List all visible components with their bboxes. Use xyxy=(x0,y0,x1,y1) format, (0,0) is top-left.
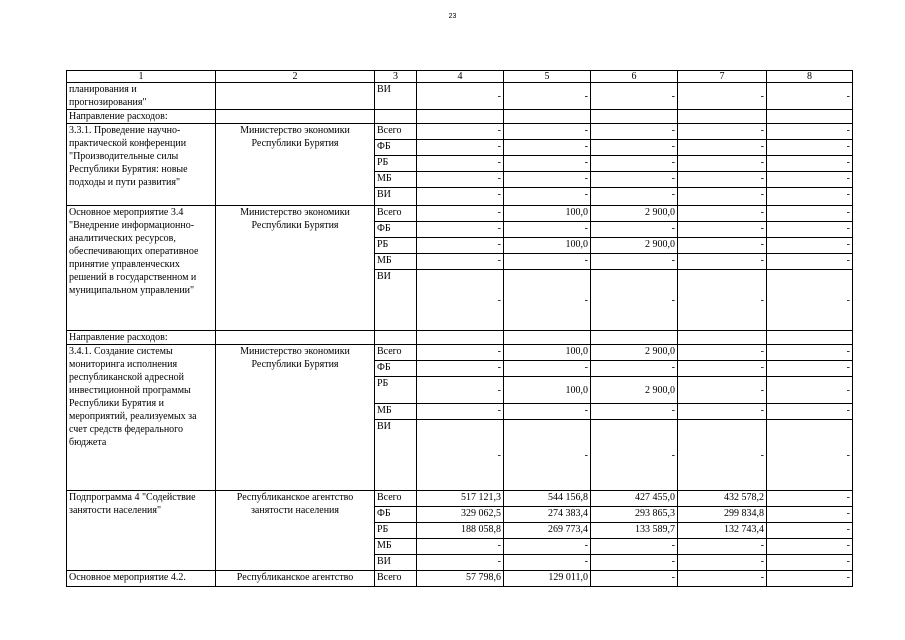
amount-cell: - xyxy=(417,270,504,331)
amount-cell: - xyxy=(504,222,591,238)
funding-source: РБ xyxy=(375,377,417,404)
amount-cell: - xyxy=(417,377,504,404)
amount-cell: - xyxy=(417,539,504,555)
funding-source: ВИ xyxy=(375,83,417,110)
amount-cell: 427 455,0 xyxy=(591,491,678,507)
amount-cell: - xyxy=(591,571,678,587)
amount-cell: - xyxy=(767,254,853,270)
amount-cell: - xyxy=(678,156,767,172)
amount-cell: - xyxy=(767,188,853,206)
amount-cell: - xyxy=(417,140,504,156)
column-header: 1 xyxy=(67,71,216,83)
amount-cell: - xyxy=(678,254,767,270)
amount-cell: - xyxy=(678,404,767,420)
funding-source: РБ xyxy=(375,523,417,539)
amount-cell: - xyxy=(417,420,504,491)
funding-source: Всего xyxy=(375,571,417,587)
amount-cell: - xyxy=(678,124,767,140)
amount-cell: - xyxy=(767,124,853,140)
measure-name: 3.3.1. Проведение научно-практической конференции "Производительные силы Республики Бурятия: новые подходы и пути развития" xyxy=(67,124,216,206)
amount-cell: - xyxy=(767,507,853,523)
measure-name: Подпрограмма 4 "Содействие занятости населения" xyxy=(67,491,216,571)
amount-cell: - xyxy=(767,361,853,377)
amount-cell: 2 900,0 xyxy=(591,377,678,404)
header-row xyxy=(67,71,853,83)
column-header: 4 xyxy=(417,71,504,83)
amount-cell: 2 900,0 xyxy=(591,238,678,254)
amount-cell: - xyxy=(417,206,504,222)
funding-source: МБ xyxy=(375,539,417,555)
funding-source: МБ xyxy=(375,172,417,188)
amount-cell: - xyxy=(767,539,853,555)
amount-cell: - xyxy=(591,361,678,377)
amount-cell: 432 578,2 xyxy=(678,491,767,507)
section-heading: Направление расходов: xyxy=(67,331,216,345)
amount-cell: - xyxy=(504,539,591,555)
section-heading: Направление расходов: xyxy=(67,110,216,124)
empty-cell xyxy=(767,110,853,124)
empty-cell xyxy=(504,110,591,124)
funding-source: Всего xyxy=(375,124,417,140)
funding-source: ФБ xyxy=(375,507,417,523)
responsible-organization xyxy=(216,83,375,110)
amount-cell: 299 834,8 xyxy=(678,507,767,523)
funding-source: ВИ xyxy=(375,420,417,491)
amount-cell: - xyxy=(767,571,853,587)
amount-cell: - xyxy=(417,238,504,254)
amount-cell: - xyxy=(678,345,767,361)
empty-cell xyxy=(591,331,678,345)
funding-source: Всего xyxy=(375,345,417,361)
column-header: 2 xyxy=(216,71,375,83)
amount-cell: - xyxy=(767,140,853,156)
amount-cell: - xyxy=(417,124,504,140)
responsible-organization: Министерство экономики Республики Бурятия xyxy=(216,345,375,491)
amount-cell: - xyxy=(591,539,678,555)
amount-cell: - xyxy=(767,420,853,491)
column-header: 3 xyxy=(375,71,417,83)
funding-source: ВИ xyxy=(375,555,417,571)
amount-cell: 129 011,0 xyxy=(504,571,591,587)
amount-cell: - xyxy=(504,172,591,188)
amount-cell: - xyxy=(504,140,591,156)
amount-cell: 57 798,6 xyxy=(417,571,504,587)
amount-cell: - xyxy=(767,222,853,238)
empty-cell xyxy=(375,331,417,345)
budget-table xyxy=(66,70,853,587)
funding-source: ФБ xyxy=(375,361,417,377)
amount-cell: 100,0 xyxy=(504,206,591,222)
amount-cell: - xyxy=(591,270,678,331)
amount-cell: 2 900,0 xyxy=(591,345,678,361)
amount-cell: - xyxy=(417,254,504,270)
amount-cell: - xyxy=(678,377,767,404)
amount-cell: - xyxy=(591,83,678,110)
amount-cell: - xyxy=(767,491,853,507)
responsible-organization: Министерство экономики Республики Бурятия xyxy=(216,124,375,206)
amount-cell: 132 743,4 xyxy=(678,523,767,539)
amount-cell: - xyxy=(417,188,504,206)
amount-cell: - xyxy=(678,555,767,571)
empty-cell xyxy=(678,331,767,345)
amount-cell: 329 062,5 xyxy=(417,507,504,523)
amount-cell: 188 058,8 xyxy=(417,523,504,539)
funding-source: РБ xyxy=(375,156,417,172)
amount-cell: - xyxy=(767,404,853,420)
amount-cell: - xyxy=(504,124,591,140)
empty-cell xyxy=(417,110,504,124)
funding-source: ВИ xyxy=(375,188,417,206)
amount-cell: - xyxy=(591,404,678,420)
amount-cell: - xyxy=(678,571,767,587)
amount-cell: - xyxy=(678,238,767,254)
amount-cell: - xyxy=(591,156,678,172)
column-header: 7 xyxy=(678,71,767,83)
empty-cell xyxy=(417,331,504,345)
amount-cell: - xyxy=(591,124,678,140)
amount-cell: 269 773,4 xyxy=(504,523,591,539)
amount-cell: - xyxy=(767,377,853,404)
funding-source: ФБ xyxy=(375,140,417,156)
funding-source: МБ xyxy=(375,254,417,270)
table-row xyxy=(67,124,853,140)
empty-cell xyxy=(216,331,375,345)
empty-cell xyxy=(504,331,591,345)
amount-cell: - xyxy=(767,523,853,539)
column-header: 8 xyxy=(767,71,853,83)
responsible-organization: Республиканское агентство занятости населения xyxy=(216,491,375,571)
amount-cell: 517 121,3 xyxy=(417,491,504,507)
table-row xyxy=(67,206,853,222)
amount-cell: - xyxy=(767,270,853,331)
funding-source: ФБ xyxy=(375,222,417,238)
amount-cell: - xyxy=(678,188,767,206)
funding-source: Всего xyxy=(375,206,417,222)
amount-cell: - xyxy=(417,83,504,110)
funding-source: ВИ xyxy=(375,270,417,331)
amount-cell: - xyxy=(591,172,678,188)
empty-cell xyxy=(767,331,853,345)
funding-source: Всего xyxy=(375,491,417,507)
amount-cell: - xyxy=(678,172,767,188)
responsible-organization: Республиканское агентство xyxy=(216,571,375,587)
amount-cell: - xyxy=(767,206,853,222)
measure-name: планирования и прогнозирования" xyxy=(67,83,216,110)
amount-cell: - xyxy=(678,140,767,156)
amount-cell: - xyxy=(504,188,591,206)
table-row xyxy=(67,571,853,587)
section-heading-row xyxy=(67,110,853,124)
amount-cell: - xyxy=(504,361,591,377)
amount-cell: - xyxy=(678,206,767,222)
measure-name: 3.4.1. Создание системы мониторинга исполнения республиканской адресной инвестиционной программы Республики Бурятия и мероприятий, реализуемых за счет средств федерального бюджета xyxy=(67,345,216,491)
table-row xyxy=(67,345,853,361)
amount-cell: - xyxy=(767,172,853,188)
amount-cell: - xyxy=(767,83,853,110)
table-row xyxy=(67,491,853,507)
table-row xyxy=(67,83,853,110)
column-header: 6 xyxy=(591,71,678,83)
funding-source: РБ xyxy=(375,238,417,254)
amount-cell: - xyxy=(591,140,678,156)
amount-cell: - xyxy=(504,270,591,331)
amount-cell: - xyxy=(678,270,767,331)
empty-cell xyxy=(678,110,767,124)
amount-cell: 100,0 xyxy=(504,345,591,361)
amount-cell: - xyxy=(504,83,591,110)
page-number: 23 xyxy=(448,13,457,20)
amount-cell: 293 865,3 xyxy=(591,507,678,523)
amount-cell: - xyxy=(591,555,678,571)
section-heading-row xyxy=(67,331,853,345)
funding-source: МБ xyxy=(375,404,417,420)
amount-cell: - xyxy=(417,345,504,361)
amount-cell: - xyxy=(767,156,853,172)
amount-cell: - xyxy=(678,420,767,491)
amount-cell: - xyxy=(504,420,591,491)
amount-cell: - xyxy=(417,156,504,172)
amount-cell: - xyxy=(504,555,591,571)
amount-cell: - xyxy=(591,420,678,491)
responsible-organization: Министерство экономики Республики Бурятия xyxy=(216,206,375,331)
amount-cell: - xyxy=(678,222,767,238)
empty-cell xyxy=(375,110,417,124)
amount-cell: - xyxy=(504,156,591,172)
amount-cell: 544 156,8 xyxy=(504,491,591,507)
amount-cell: - xyxy=(417,361,504,377)
empty-cell xyxy=(591,110,678,124)
empty-cell xyxy=(216,110,375,124)
amount-cell: - xyxy=(678,361,767,377)
amount-cell: - xyxy=(678,539,767,555)
amount-cell: - xyxy=(591,254,678,270)
amount-cell: - xyxy=(417,555,504,571)
amount-cell: - xyxy=(417,404,504,420)
amount-cell: - xyxy=(417,222,504,238)
amount-cell: 274 383,4 xyxy=(504,507,591,523)
amount-cell: 2 900,0 xyxy=(591,206,678,222)
column-header: 5 xyxy=(504,71,591,83)
amount-cell: - xyxy=(504,254,591,270)
amount-cell: - xyxy=(591,222,678,238)
amount-cell: - xyxy=(767,345,853,361)
measure-name: Основное мероприятие 3.4 "Внедрение информационно-аналитических ресурсов, обеспечивающих оперативное принятие управленческих решений в государственном и муниципальном управлении" xyxy=(67,206,216,331)
amount-cell: - xyxy=(678,83,767,110)
measure-name: Основное мероприятие 4.2. xyxy=(67,571,216,587)
amount-cell: - xyxy=(767,238,853,254)
amount-cell: 100,0 xyxy=(504,238,591,254)
amount-cell: - xyxy=(591,188,678,206)
amount-cell: - xyxy=(417,172,504,188)
amount-cell: 133 589,7 xyxy=(591,523,678,539)
amount-cell: - xyxy=(504,404,591,420)
amount-cell: 100,0 xyxy=(504,377,591,404)
amount-cell: - xyxy=(767,555,853,571)
